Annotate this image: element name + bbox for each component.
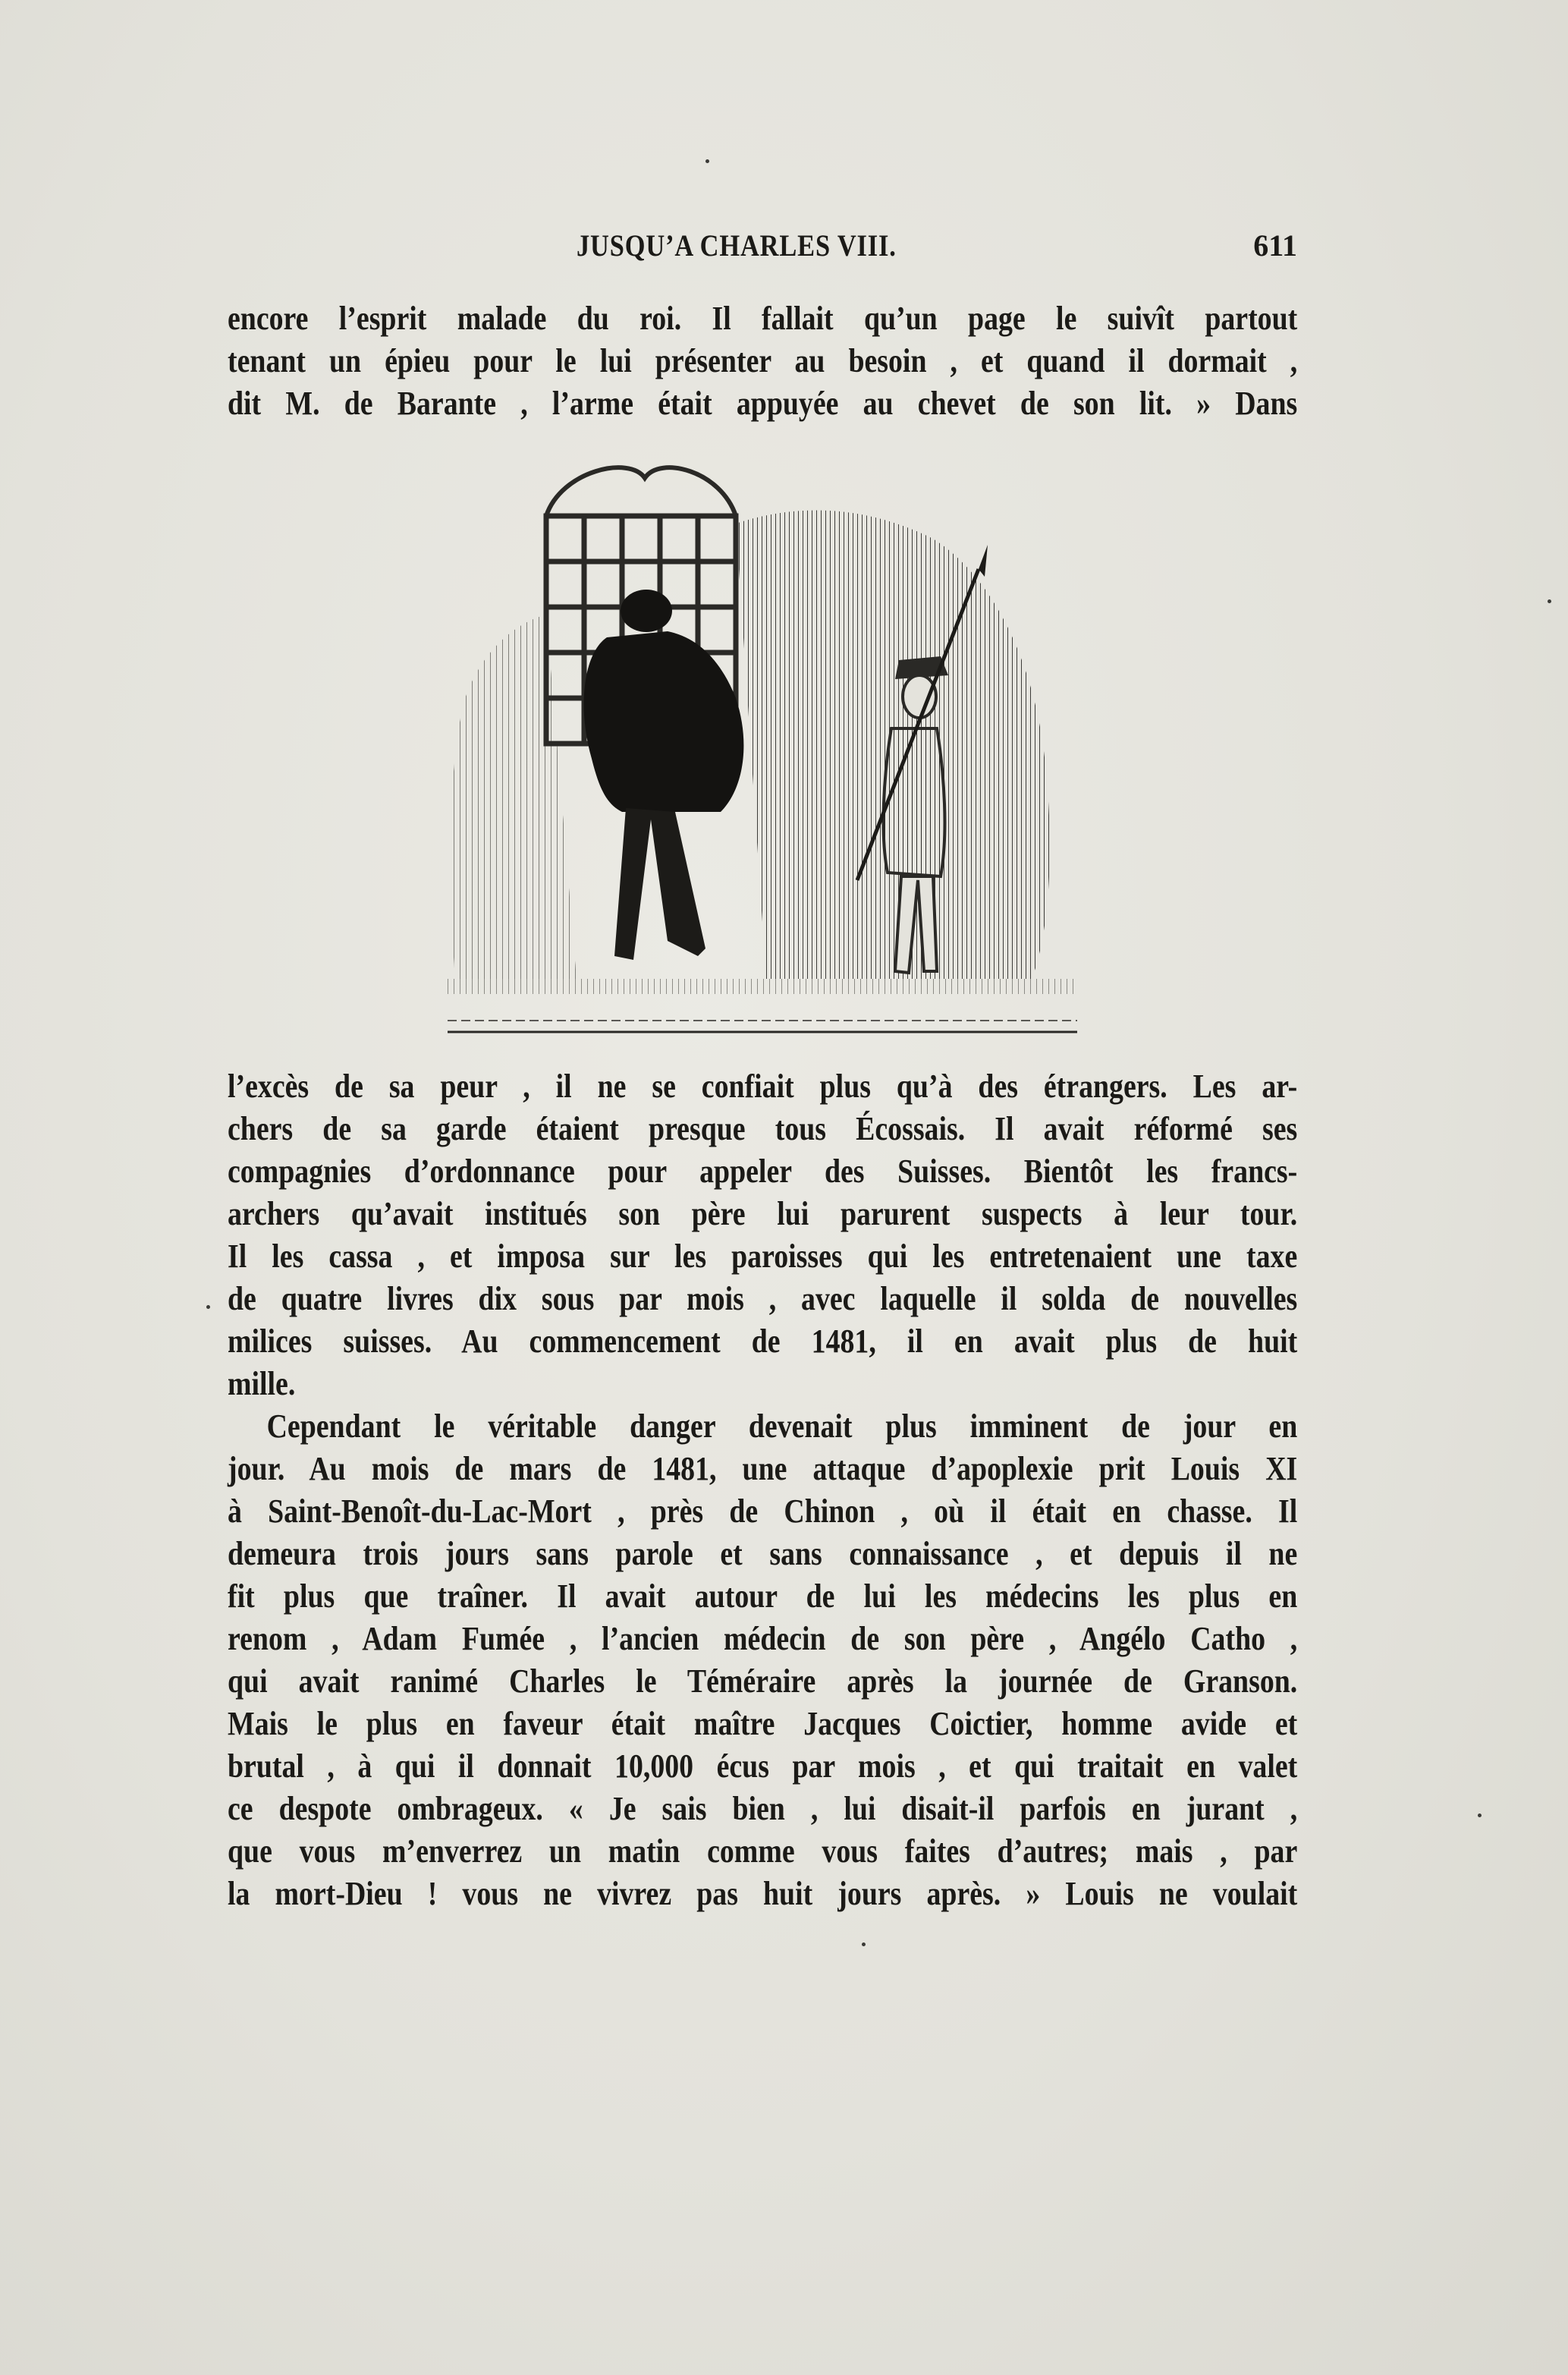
text-line: la mort-Dieu ! vous ne vivrez pas huit jours après. » Louis ne voulait: [228, 1875, 1298, 1912]
top-paragraph: [228, 297, 1297, 425]
page-number: 611: [1253, 228, 1297, 263]
text-line: l’excès de sa peur , il ne se confiait plus qu’à des étrangers. Les ar-: [228, 1068, 1298, 1105]
text-line: Mais le plus en faveur était maître Jacques Coictier, homme avide et: [228, 1705, 1298, 1742]
main-text: [228, 1065, 1297, 1915]
text-line: chers de sa garde étaient presque tous Écossais. Il avait réformé ses: [228, 1110, 1298, 1147]
text-line: Il les cassa , et imposa sur les paroisses qui les entretenaient une taxe: [228, 1238, 1298, 1275]
text-line: ce despote ombrageux. « Je sais bien , lui disait-il parfois en jurant ,: [228, 1790, 1298, 1827]
text-line: demeura trois jours sans parole et sans connaissance , et depuis il ne: [228, 1535, 1298, 1572]
text-line: qui avait ranimé Charles le Téméraire après la journée de Granson.: [228, 1662, 1298, 1700]
text-line: Cependant le véritable danger devenait plus imminent de jour en: [266, 1408, 1298, 1445]
text-line: encore l’esprit malade du roi. Il fallait qu’un page le suivît partout: [228, 300, 1298, 337]
text-line: que vous m’enverrez un matin comme vous faites d’autres; mais , par: [228, 1832, 1298, 1870]
page-header: [228, 228, 1297, 273]
text-line: à Saint-Benoît-du-Lac-Mort , près de Chinon , où il était en chasse. Il: [228, 1493, 1298, 1530]
text-line: fit plus que traîner. Il avait autour de lui les médecins les plus en: [228, 1578, 1298, 1615]
text-line: mille.: [228, 1365, 296, 1402]
engraving-king-and-page-icon: [448, 455, 1092, 1047]
text-line: milices suisses. Au commencement de 1481, il en avait plus de huit: [228, 1323, 1298, 1360]
text-line: brutal , à qui il donnait 10,000 écus par mois , et qui traitait en valet: [228, 1747, 1298, 1785]
text-line: renom , Adam Fumée , l’ancien médecin de son père , Angélo Catho ,: [228, 1620, 1298, 1657]
text-line: archers qu’avait institués son père lui parurent suspects à leur tour.: [228, 1195, 1298, 1232]
running-head: JUSQU’A CHARLES VIII.: [577, 228, 897, 263]
paper-speck: [1478, 1813, 1482, 1817]
paper-speck: [862, 1942, 866, 1946]
paper-speck: [705, 159, 709, 163]
paper-speck: [206, 1305, 210, 1309]
text-line: jour. Au mois de mars de 1481, une attaque d’apoplexie prit Louis XI: [228, 1450, 1298, 1487]
text-line: de quatre livres dix sous par mois , avec laquelle il solda de nouvelles: [228, 1280, 1298, 1317]
text-line: tenant un épieu pour le lui présenter au besoin , et quand il dormait ,: [228, 342, 1298, 379]
text-line: compagnies d’ordonnance pour appeler des Suisses. Bientôt les francs-: [228, 1153, 1298, 1190]
engraving-illustration: [448, 455, 1092, 1047]
text-line: dit M. de Barante , l’arme était appuyée au chevet de son lit. » Dans: [228, 385, 1298, 422]
paper-speck: [1548, 599, 1551, 603]
